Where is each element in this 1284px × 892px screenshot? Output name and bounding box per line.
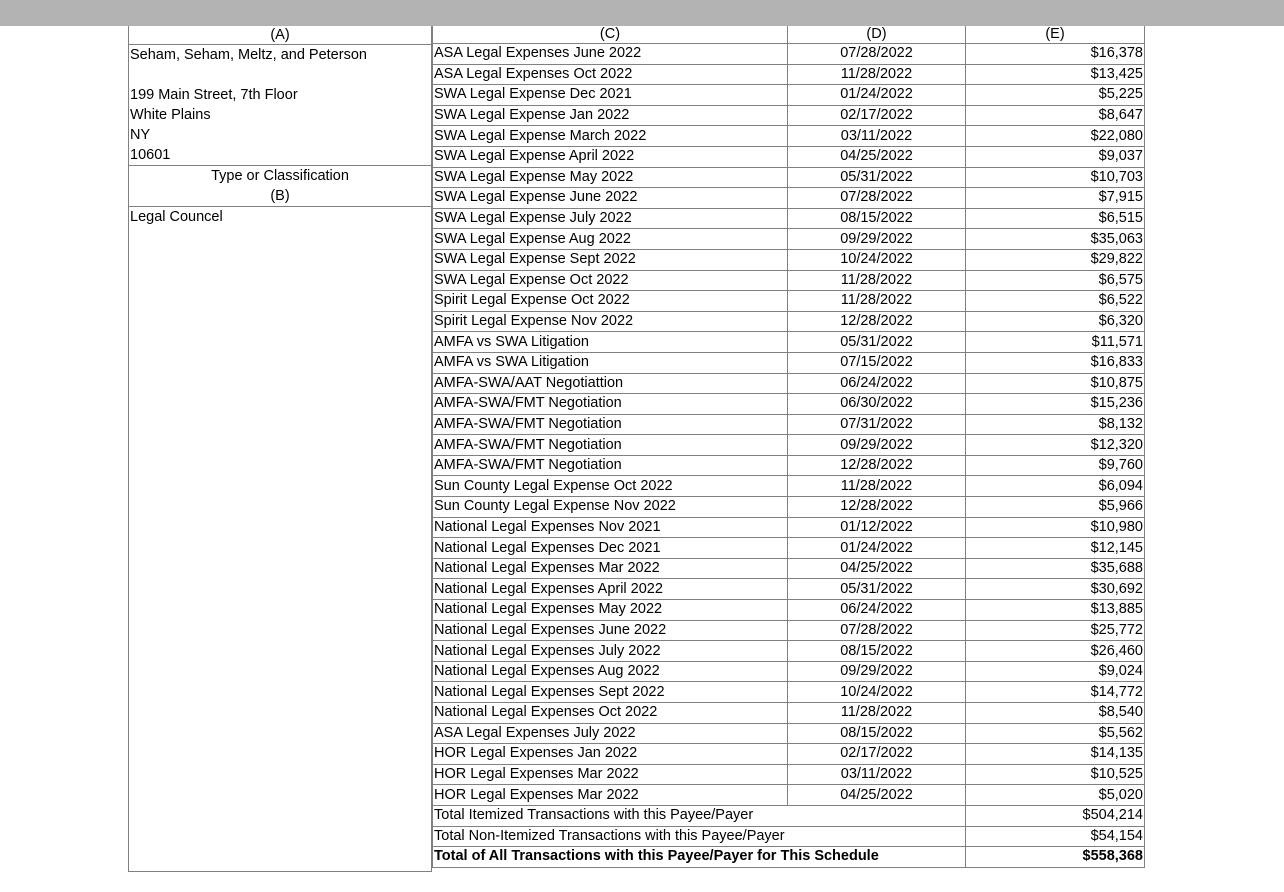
table-row [433,332,1145,353]
table-row [433,600,1145,621]
row-description: AMFA-SWA/FMT Negotiation [433,435,788,456]
row-description: AMFA-SWA/FMT Negotiation [433,455,788,476]
row-amount: $11,571 [966,332,1145,353]
row-amount: $35,063 [966,229,1145,250]
row-description: AMFA vs SWA Litigation [433,352,788,373]
table-row [433,373,1145,394]
row-description: ASA Legal Expenses Oct 2022 [433,64,788,85]
row-amount: $6,320 [966,311,1145,332]
row-description: AMFA vs SWA Litigation [433,332,788,353]
row-date: 08/15/2022 [788,208,966,229]
row-date: 05/31/2022 [788,332,966,353]
transactions-table [432,26,1145,868]
row-description: National Legal Expenses Mar 2022 [433,558,788,579]
itemized-total-label: Total Itemized Transactions with this Payee/Payer [433,805,966,826]
row-date: 08/15/2022 [788,641,966,662]
row-amount: $29,822 [966,249,1145,270]
col-e-header: (E) [966,26,1145,44]
row-date: 06/30/2022 [788,394,966,415]
table-row [433,291,1145,312]
row-description: Spirit Legal Expense Oct 2022 [433,291,788,312]
row-description: SWA Legal Expense Dec 2021 [433,85,788,106]
row-description: AMFA-SWA/FMT Negotiation [433,414,788,435]
row-description: ASA Legal Expenses June 2022 [433,44,788,65]
table-row [433,311,1145,332]
table-row [433,394,1145,415]
table-row [433,538,1145,559]
row-amount: $8,540 [966,703,1145,724]
row-description: SWA Legal Expense June 2022 [433,188,788,209]
table-row [433,558,1145,579]
grand-total-value: $558,368 [966,847,1145,868]
non-itemized-total-value: $54,154 [966,826,1145,847]
row-description: National Legal Expenses Oct 2022 [433,703,788,724]
row-amount: $12,145 [966,538,1145,559]
table-row [433,270,1145,291]
row-amount: $12,320 [966,435,1145,456]
table-row [433,44,1145,65]
table-row [433,785,1145,806]
row-description: SWA Legal Expense Jan 2022 [433,105,788,126]
non-itemized-total-row [433,826,1145,847]
table-row [433,723,1145,744]
type-label: Type or Classification [211,168,349,184]
row-date: 10/24/2022 [788,249,966,270]
payee-city: White Plains [130,107,211,123]
row-description: SWA Legal Expense Oct 2022 [433,270,788,291]
row-amount: $22,080 [966,126,1145,147]
table-row [433,167,1145,188]
row-date: 07/28/2022 [788,188,966,209]
row-date: 02/17/2022 [788,744,966,765]
blank-line [129,65,431,85]
row-description: National Legal Expenses May 2022 [433,600,788,621]
row-description: National Legal Expenses April 2022 [433,579,788,600]
row-amount: $5,562 [966,723,1145,744]
row-date: 06/24/2022 [788,373,966,394]
grand-total-label: Total of All Transactions with this Payee/Payer for This Schedule [433,847,966,868]
row-amount: $9,037 [966,146,1145,167]
row-date: 12/28/2022 [788,497,966,518]
row-date: 04/25/2022 [788,558,966,579]
row-description: HOR Legal Expenses Mar 2022 [433,785,788,806]
row-date: 09/29/2022 [788,435,966,456]
table-row [433,620,1145,641]
type-header [129,165,431,207]
row-description: AMFA-SWA/FMT Negotiation [433,394,788,415]
col-c-header: (C) [433,26,788,44]
row-amount: $6,522 [966,291,1145,312]
row-description: Sun County Legal Expense Oct 2022 [433,476,788,497]
row-date: 11/28/2022 [788,270,966,291]
row-date: 12/28/2022 [788,455,966,476]
row-description: National Legal Expenses Nov 2021 [433,517,788,538]
row-date: 01/24/2022 [788,538,966,559]
row-date: 06/24/2022 [788,600,966,621]
row-amount: $5,225 [966,85,1145,106]
row-date: 01/24/2022 [788,85,966,106]
row-amount: $6,515 [966,208,1145,229]
row-amount: $10,703 [966,167,1145,188]
table-row [433,476,1145,497]
row-description: Sun County Legal Expense Nov 2022 [433,497,788,518]
payee-address: 199 Main Street, 7th Floor [130,87,298,103]
table-row [433,146,1145,167]
row-amount: $6,094 [966,476,1145,497]
row-amount: $10,875 [966,373,1145,394]
payee-state: NY [130,127,151,143]
row-amount: $16,378 [966,44,1145,65]
row-amount: $13,885 [966,600,1145,621]
row-amount: $10,525 [966,764,1145,785]
table-row [433,703,1145,724]
row-date: 11/28/2022 [788,476,966,497]
table-row [433,682,1145,703]
non-itemized-total-label: Total Non-Itemized Transactions with this Payee/Payer [433,826,966,847]
itemized-total-row [433,805,1145,826]
row-date: 04/25/2022 [788,785,966,806]
row-date: 11/28/2022 [788,64,966,85]
table-row [433,764,1145,785]
row-amount: $9,760 [966,455,1145,476]
row-description: National Legal Expenses Sept 2022 [433,682,788,703]
table-row [433,352,1145,373]
row-date: 03/11/2022 [788,764,966,785]
row-date: 12/28/2022 [788,311,966,332]
row-amount: $25,772 [966,620,1145,641]
row-description: SWA Legal Expense March 2022 [433,126,788,147]
table-row [433,455,1145,476]
row-date: 09/29/2022 [788,229,966,250]
row-description: National Legal Expenses July 2022 [433,641,788,662]
row-date: 10/24/2022 [788,682,966,703]
row-date: 07/15/2022 [788,352,966,373]
col-a-header: (A) [129,26,431,45]
table-row [433,249,1145,270]
table-row [433,126,1145,147]
row-amount: $8,132 [966,414,1145,435]
row-description: SWA Legal Expense May 2022 [433,167,788,188]
table-row [433,105,1145,126]
payee-zip: 10601 [130,147,171,163]
row-description: SWA Legal Expense July 2022 [433,208,788,229]
row-description: National Legal Expenses Aug 2022 [433,661,788,682]
row-date: 05/31/2022 [788,579,966,600]
row-date: 04/25/2022 [788,146,966,167]
row-amount: $15,236 [966,394,1145,415]
row-date: 11/28/2022 [788,291,966,312]
table-row [433,208,1145,229]
row-amount: $35,688 [966,558,1145,579]
row-amount: $13,425 [966,64,1145,85]
table-row [433,188,1145,209]
table-row [433,229,1145,250]
row-date: 01/12/2022 [788,517,966,538]
row-amount: $5,020 [966,785,1145,806]
row-description: National Legal Expenses Dec 2021 [433,538,788,559]
row-date: 11/28/2022 [788,703,966,724]
table-row [433,414,1145,435]
row-amount: $5,966 [966,497,1145,518]
row-amount: $7,915 [966,188,1145,209]
payee-column [128,26,432,872]
classification: Legal Councel [130,209,223,225]
row-description: SWA Legal Expense Aug 2022 [433,229,788,250]
col-b-header: (B) [270,188,290,204]
table-row [433,64,1145,85]
table-row [433,85,1145,106]
table-row [433,517,1145,538]
table-header-row [433,26,1145,44]
row-amount: $16,833 [966,352,1145,373]
grand-total-row [433,847,1145,868]
row-amount: $26,460 [966,641,1145,662]
row-description: Spirit Legal Expense Nov 2022 [433,311,788,332]
row-amount: $9,024 [966,661,1145,682]
row-description: AMFA-SWA/AAT Negotiattion [433,373,788,394]
row-description: HOR Legal Expenses Jan 2022 [433,744,788,765]
table-row [433,497,1145,518]
row-date: 03/11/2022 [788,126,966,147]
row-date: 07/31/2022 [788,414,966,435]
schedule-sheet [128,26,1144,872]
table-row [433,435,1145,456]
row-date: 07/28/2022 [788,44,966,65]
row-date: 05/31/2022 [788,167,966,188]
col-d-header: (D) [788,26,966,44]
row-amount: $10,980 [966,517,1145,538]
row-date: 07/28/2022 [788,620,966,641]
row-date: 02/17/2022 [788,105,966,126]
row-amount: $30,692 [966,579,1145,600]
table-row [433,661,1145,682]
row-date: 08/15/2022 [788,723,966,744]
payee-name: Seham, Seham, Meltz, and Peterson [130,47,367,63]
itemized-total-value: $504,214 [966,805,1145,826]
row-description: SWA Legal Expense April 2022 [433,146,788,167]
row-amount: $14,135 [966,744,1145,765]
table-row [433,641,1145,662]
table-row [433,744,1145,765]
row-description: ASA Legal Expenses July 2022 [433,723,788,744]
row-amount: $8,647 [966,105,1145,126]
row-date: 09/29/2022 [788,661,966,682]
top-gray-bar [0,0,1284,26]
row-description: SWA Legal Expense Sept 2022 [433,249,788,270]
table-row [433,579,1145,600]
row-amount: $6,575 [966,270,1145,291]
row-amount: $14,772 [966,682,1145,703]
row-description: National Legal Expenses June 2022 [433,620,788,641]
row-description: HOR Legal Expenses Mar 2022 [433,764,788,785]
